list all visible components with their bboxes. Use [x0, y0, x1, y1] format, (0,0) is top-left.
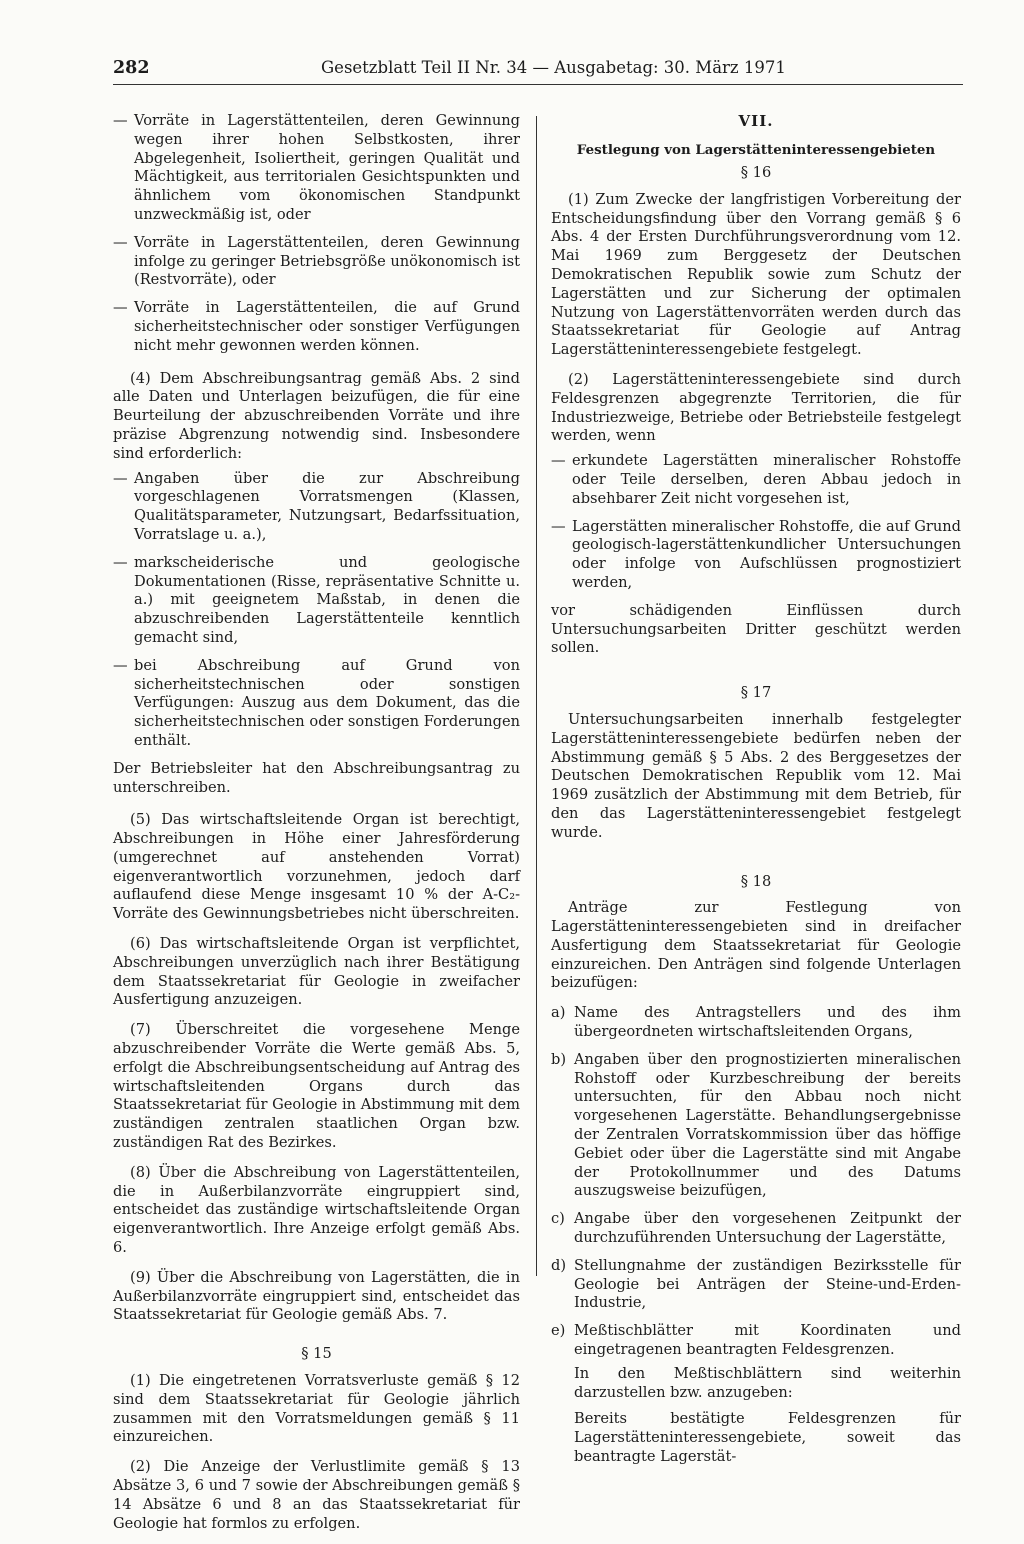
dash-marker: —: [113, 469, 128, 487]
dash-marker: —: [113, 299, 128, 317]
section-15-paragraph-2: (2) Die Anzeige der Verlustlimite gemäß § 13 Absätze 3, 6 und 7 sowie der Abschreibungen gemäß § 14 Absätze 6 und 8 an das Staatssekretariat für Geologie hat formlos zu erfolgen.: [113, 1458, 520, 1532]
paragraph-4: (4) Dem Abschreibungsantrag gemäß Abs. 2 sind alle Daten und Unterlagen beizufügen, die für eine Beurteilung der abzuschreibenden Vorräte und ihre präzise Abgrenzung notwendig sind. Insbesondere sind erforderlich:: [113, 369, 520, 462]
list-item: [551, 1004, 961, 1042]
dash-marker: —: [113, 233, 128, 251]
section-heading: § 17: [740, 684, 772, 702]
paragraph-8: (8) Über die Abschreibung von Lagerstättenteilen, die in Außerbilanzvorräte eingruppiert sind, entscheidet das zuständige wirtschaftsleitende Organ eigenverantwortlich. Ihre Anzeige erfolgt gemäß Abs. 6.: [113, 1163, 520, 1257]
paragraph-5: (5) Das wirtschaftsleitende Organ ist berechtigt, Abschreibungen in Höhe einer Jahresförderung (umgerechnet auf anstehenden Vorrat) eigenverantwortlich vorzunehmen, jedoch darf auflaufend diese Menge insgesamt 10 % der A-C₂-Vorräte des Gewinnungsbetriebes nicht überschreiten.: [113, 811, 520, 923]
list-item: [113, 470, 520, 545]
list-item-text: Meßtischblätter mit Koordinaten und eingetragenen beantragten Feldesgrenzen.: [574, 1322, 961, 1359]
sub-paragraph: In den Meßtischblättern sind weiterhin darzustellen bzw. anzugeben:: [574, 1364, 961, 1401]
header-rule: [113, 84, 963, 85]
paragraph-6: (6) Das wirtschaftsleitende Organ ist verpflichtet, Abschreibungen unverzüglich nach ihrer Bestätigung dem Staatssekretariat für Geologie in zweifacher Ausfertigung anzuzeigen.: [113, 935, 520, 1009]
dash-marker: —: [113, 656, 128, 674]
section-16-paragraph-2: (2) Lagerstätteninteressengebiete sind durch Feldesgrenzen abgegrenzte Territorien, die für Industriezweige, Betriebe oder Betriebsteile festgelegt werden, wenn: [551, 370, 961, 445]
list-item-text: erkundete Lagerstätten mineralischer Rohstoffe oder Teile derselben, deren Abbau jedoch in absehbarer Zeit nicht vorgesehen ist,: [572, 452, 961, 507]
section-16-closing: vor schädigenden Einflüssen durch Untersuchungsarbeiten Dritter geschützt werden sollen.: [551, 601, 961, 657]
column-divider: [536, 116, 537, 1276]
list-item: [113, 112, 520, 225]
list-item-text: Name des Antragstellers und des ihm übergeordneten wirtschaftsleitenden Organs,: [574, 1004, 961, 1041]
paragraph-7: (7) Überschreitet die vorgesehene Menge abzuschreibender Vorräte die Werte gemäß Abs. 5, erfolgt die Abschreibungsentscheidung auf Antrag des wirtschaftsleitenden Organs durch das Staatssekretariat für Geologie in Abstimmung mit dem zuständigen zentralen staatlichen Organ bzw. zuständigen Rat des Bezirkes.: [113, 1021, 520, 1152]
right-column: [551, 112, 961, 1475]
list-item: [551, 452, 961, 508]
list-item: [551, 1051, 961, 1201]
chapter-title: Festlegung von Lagerstätteninteressengebieten: [576, 142, 936, 158]
list-marker: e): [551, 1322, 566, 1340]
section-15-paragraph-1: (1) Die eingetretenen Vorratsverluste gemäß § 12 sind dem Staatssekretariat für Geologie jährlich zusammen mit den Vorratsmeldungen gemäß § 11 einzureichen.: [113, 1372, 520, 1446]
list-marker: a): [551, 1004, 566, 1022]
dash-marker: —: [113, 112, 128, 129]
list-item: [551, 518, 961, 593]
list-item-text: Angabe über den vorgesehenen Zeitpunkt der durchzuführenden Untersuchung der Lagerstätte,: [574, 1210, 961, 1247]
list-item-text: markscheiderische und geologische Dokumentationen (Risse, repräsentative Schnitte u. a.) mit geeignetem Maßstab, in denen die abzuschreibenden Lagerstättenteile kenntlich gemacht sind,: [134, 553, 520, 646]
list-item: [551, 1210, 961, 1248]
dash-marker: —: [113, 553, 128, 571]
sub-paragraph: Bereits bestätigte Feldesgrenzen für Lagerstätteninteressengebiete, soweit das beantragte Lagerstät-: [574, 1410, 961, 1466]
list-item-text: Vorräte in Lagerstättenteilen, deren Gewinnung infolge zu geringer Betriebsgröße unökonomisch ist (Restvorräte), oder: [134, 233, 520, 289]
section-17-paragraph-1: Untersuchungsarbeiten innerhalb festgelegter Lagerstätteninteressengebiete bedürfen neben der Abstimmung gemäß § 5 Abs. 2 des Berggesetzes der Deutschen Demokratischen Republik vom 12. Mai 1969 zusätzlich der Abstimmung mit dem Betrieb, für den das Lagerstätteninteressengebiet festgelegt wurde.: [551, 710, 961, 841]
paragraph-9: (9) Über die Abschreibung von Lagerstätten, die in Außerbilanzvorräte eingruppiert sind, entscheidet das Staatssekretariat für Geologie gemäß Abs. 7.: [113, 1268, 520, 1324]
list-item: [551, 1257, 961, 1313]
section-heading: § 18: [740, 872, 772, 890]
paragraph-4-closing: Der Betriebsleiter hat den Abschreibungsantrag zu unterschreiben.: [113, 759, 520, 796]
page-number: 282: [113, 58, 150, 78]
list-marker: c): [551, 1210, 565, 1228]
list-item-text: Vorräte in Lagerstättenteilen, die auf Grund sicherheitstechnischer oder sonstiger Verfügungen nicht mehr gewonnen werden können.: [134, 299, 520, 354]
list-item: [113, 234, 520, 290]
dash-marker: —: [551, 517, 566, 535]
list-item: [551, 1322, 961, 1360]
running-head: Gesetzblatt Teil II Nr. 34 — Ausgabetag: 30. März 1971: [321, 58, 786, 77]
section-heading: § 16: [740, 164, 772, 181]
dash-marker: —: [551, 452, 566, 470]
left-column: [113, 112, 520, 1544]
list-item: [113, 554, 520, 648]
list-item-text: bei Abschreibung auf Grund von sicherheitstechnischen oder sonstigen Verfügungen: Auszug aus dem Dokument, das die sicherheitstechnischen oder sonstigen Forderungen enthält.: [134, 656, 520, 749]
section-18-paragraph-1: Anträge zur Festlegung von Lagerstätteninteressengebieten sind in dreifacher Ausfertigung dem Staatssekretariat für Geologie einzureichen. Den Anträgen sind folgende Unterlagen beizufügen:: [551, 899, 961, 992]
list-item-text: Vorräte in Lagerstättenteilen, deren Gewinnung wegen ihrer hohen Selbstkosten, ihrer Abgelegenheit, Isoliertheit, geringen Qualität und Mächtigkeit, aus territorialen Gesichtspunkten und ähnlichem vom ökonomischen Standpunkt unzweckmäßig ist, oder: [134, 112, 520, 223]
section-heading: § 15: [301, 1345, 332, 1363]
list-item-text: Stellungnahme der zuständigen Bezirksstelle für Geologie bei Anträgen der Steine-und-Erden-Industrie,: [574, 1256, 961, 1312]
chapter-number: VII.: [738, 112, 774, 130]
list-item-text: Angaben über die zur Abschreibung vorgeschlagenen Vorratsmengen (Klassen, Qualitätsparameter, Nutzungsart, Bedarfssituation, Vorratslage u. a.),: [134, 469, 520, 543]
list-marker: b): [551, 1050, 567, 1068]
list-item-text: Angaben über den prognostizierten mineralischen Rohstoff oder Kurzbeschreibung der bereits untersuchten, für den Abbau noch nicht vorgesehenen Lagerstätte. Behandlungsergebnisse der Zentralen Vorratskommission über das höffige Gebiet oder über die Lagerstätte sind mit Angabe der Protokollnummer und des Datums auszugsweise beizufügen,: [574, 1050, 961, 1200]
list-marker: d): [551, 1256, 567, 1274]
list-item-text: Lagerstätten mineralischer Rohstoffe, die auf Grund geologisch-lagerstättenkundlicher Untersuchungen oder infolge von Aufschlüssen prognostiziert werden,: [572, 517, 961, 591]
list-item: [113, 657, 520, 751]
section-16-paragraph-1: (1) Zum Zwecke der langfristigen Vorbereitung der Entscheidungsfindung über den Vorrang gemäß § 6 Abs. 4 der Ersten Durchführungsverordnung vom 12. Mai 1969 zum Berggesetz der Deutschen Demokratischen Republik sowie zum Schutz der Lagerstätten und zur Sicherung der optimalen Nutzung von Lagerstättenvorräten werden durch das Staatssekretariat für Geologie auf Antrag Lagerstätteninteressengebiete festgelegt.: [551, 190, 961, 359]
list-item: [113, 299, 520, 355]
